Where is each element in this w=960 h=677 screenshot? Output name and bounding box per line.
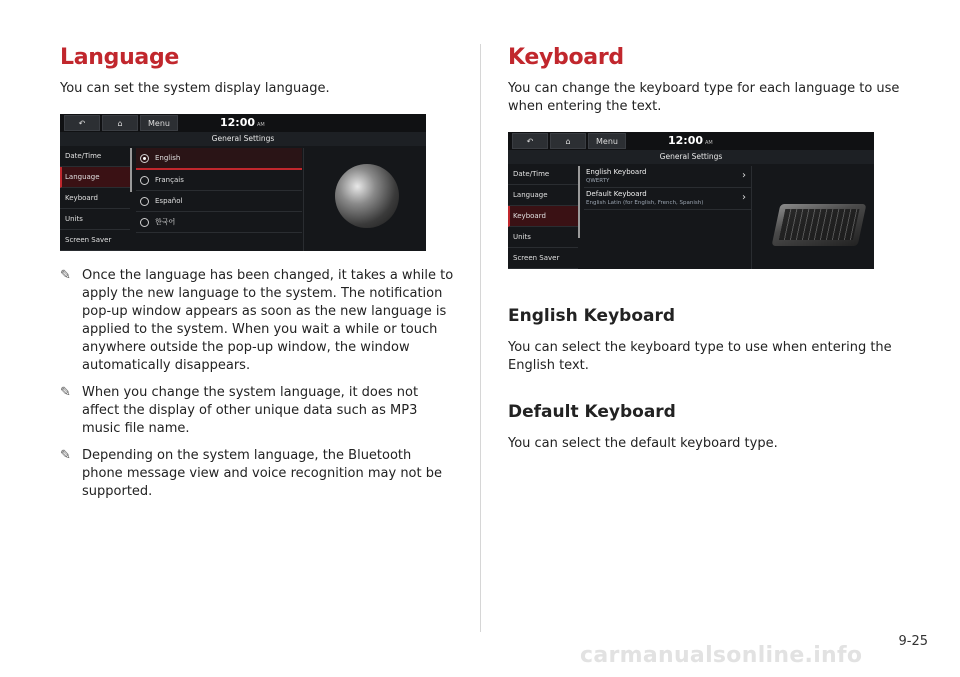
radio-icon xyxy=(140,197,149,206)
sidebar-item-keyboard[interactable]: Keyboard xyxy=(508,206,578,227)
clock-ampm: AM xyxy=(257,122,265,128)
home-icon[interactable]: ⌂ xyxy=(550,133,586,149)
option-label: 한국어 xyxy=(155,218,176,226)
keyboard-options xyxy=(584,166,752,210)
notes-list xyxy=(60,267,455,501)
radio-icon xyxy=(140,176,149,185)
top-bar xyxy=(60,114,426,132)
back-arrow-icon[interactable]: ↶ xyxy=(64,115,100,131)
note-item xyxy=(60,384,455,438)
sidebar-item-screen-saver[interactable]: Screen Saver xyxy=(60,230,130,251)
footer-watermark: carmanualsonline.info xyxy=(580,643,863,668)
chevron-right-icon: › xyxy=(742,170,746,181)
screen-title: General Settings xyxy=(60,132,426,146)
language-section xyxy=(60,44,455,510)
sidebar-item-date-time[interactable]: Date/Time xyxy=(60,146,130,167)
language-settings-screen xyxy=(60,114,426,251)
sidebar-scrollbar[interactable] xyxy=(578,166,580,238)
menu-button[interactable]: Menu xyxy=(140,115,178,131)
english-keyboard-heading: English Keyboard xyxy=(508,306,676,326)
top-bar xyxy=(508,132,874,150)
option-label: English xyxy=(155,154,181,162)
menu-button[interactable]: Menu xyxy=(588,133,626,149)
clock-time: 12:00 xyxy=(220,116,256,129)
keyboard-image xyxy=(772,204,867,246)
clock xyxy=(220,116,265,129)
radio-selected-icon xyxy=(140,154,149,163)
back-arrow-icon[interactable]: ↶ xyxy=(512,133,548,149)
note-item xyxy=(60,447,455,501)
language-heading: Language xyxy=(60,45,180,70)
default-keyboard-item[interactable] xyxy=(584,188,752,210)
page-number: 9-25 xyxy=(898,634,928,649)
default-keyboard-heading: Default Keyboard xyxy=(508,402,676,422)
english-keyboard-text: You can select the keyboard type to use when entering the English text. xyxy=(508,340,892,373)
language-intro: You can set the system display language. xyxy=(60,81,330,96)
clock xyxy=(668,134,713,147)
keyboard-heading: Keyboard xyxy=(508,45,624,70)
keyboard-keys xyxy=(779,209,860,240)
screen-title: General Settings xyxy=(508,150,874,164)
panel-separator xyxy=(751,166,752,269)
option-espanol[interactable] xyxy=(136,191,302,212)
settings-sidebar xyxy=(508,164,578,269)
note-text: Once the language has been changed, it takes a while to apply the new language to the system. The notification pop-up window appears as soon as the new language is applied to the system. When you wait a while or touch anywhere outside the pop-up window, the window automatically disappears. xyxy=(82,268,454,373)
keyboard-section xyxy=(508,44,903,453)
sidebar-scrollbar[interactable] xyxy=(130,148,132,192)
sidebar-item-date-time[interactable]: Date/Time xyxy=(508,164,578,185)
settings-sidebar xyxy=(60,146,130,251)
item-subtitle: QWERTY xyxy=(586,178,610,184)
note-item xyxy=(60,267,455,375)
option-label: Français xyxy=(155,176,184,184)
pencil-icon: ✎ xyxy=(60,448,71,463)
sidebar-item-screen-saver[interactable]: Screen Saver xyxy=(508,248,578,269)
note-text: When you change the system language, it does not affect the display of other unique data such as MP3 music file name. xyxy=(82,385,419,436)
option-label: Español xyxy=(155,197,183,205)
sidebar-item-units[interactable]: Units xyxy=(60,209,130,230)
radio-icon xyxy=(140,218,149,227)
sidebar-item-keyboard[interactable]: Keyboard xyxy=(60,188,130,209)
option-english[interactable] xyxy=(136,148,302,170)
item-title: English Keyboard xyxy=(586,168,647,176)
item-subtitle: English Latin (for English, French, Spanish) xyxy=(586,200,704,206)
home-icon[interactable]: ⌂ xyxy=(102,115,138,131)
clock-time: 12:00 xyxy=(668,134,704,147)
sidebar-item-units[interactable]: Units xyxy=(508,227,578,248)
panel-separator xyxy=(303,148,304,251)
language-options xyxy=(136,148,302,233)
sidebar-item-language[interactable]: Language xyxy=(60,167,130,188)
note-text: Depending on the system language, the Bluetooth phone message view and voice recognition may not be supported. xyxy=(82,448,442,499)
pencil-icon: ✎ xyxy=(60,385,71,400)
chevron-right-icon: › xyxy=(742,192,746,203)
option-francais[interactable] xyxy=(136,170,302,191)
sidebar-item-language[interactable]: Language xyxy=(508,185,578,206)
item-title: Default Keyboard xyxy=(586,190,647,198)
option-korean[interactable] xyxy=(136,212,302,233)
column-divider xyxy=(480,44,481,632)
pencil-icon: ✎ xyxy=(60,268,71,283)
globe-image xyxy=(335,164,399,228)
keyboard-settings-screen xyxy=(508,132,874,269)
default-keyboard-text: You can select the default keyboard type. xyxy=(508,436,778,451)
english-keyboard-item[interactable] xyxy=(584,166,752,188)
clock-ampm: AM xyxy=(705,140,713,146)
keyboard-intro: You can change the keyboard type for each language to use when entering the text. xyxy=(508,81,900,114)
